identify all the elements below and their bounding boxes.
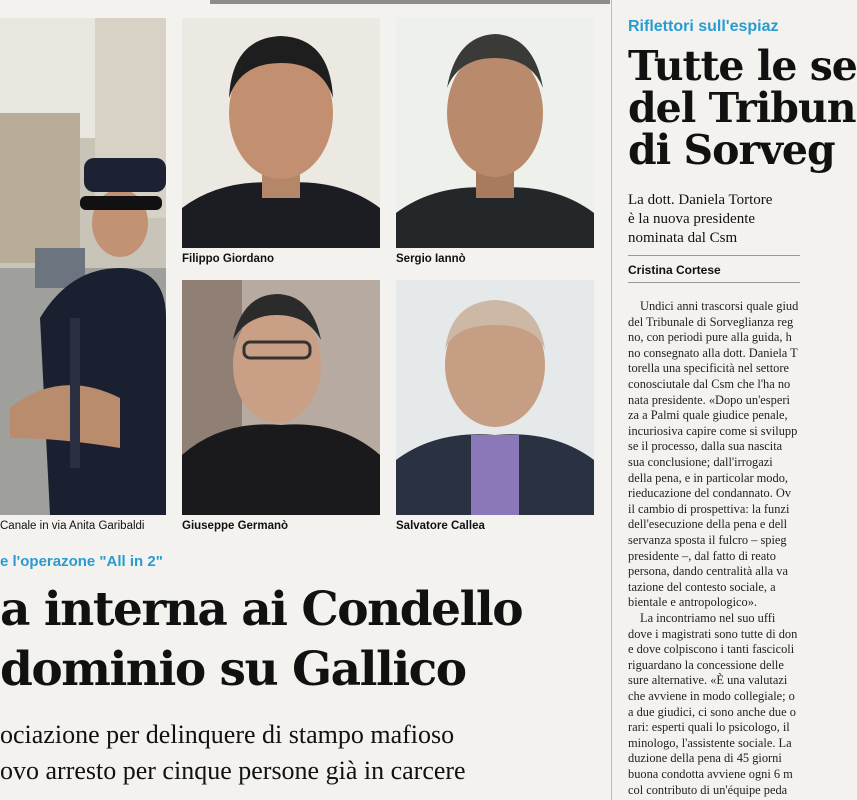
mugshot-caption: Salvatore Callea [396,520,485,532]
mugshot-caption: Sergio Iannò [396,253,466,265]
body-line: rari: esperti quali lo psicologo, il [628,720,790,735]
side-subhead-line: La dott. Daniela Tortore [628,192,773,208]
body-line: servanza sposta il fulcro – spieg [628,533,787,547]
body-line: za a Palmi quale giudice penale, [628,408,788,423]
mugshot-photo [396,280,594,515]
body-line: duzione della pena di 45 giorni [628,751,782,766]
side-subhead-line: è la nuova presidente [628,211,756,227]
body-line: del Tribunale di Sorveglianza reg [628,314,794,329]
body-line: no, con periodi pure alla guida, h [628,330,792,345]
body-line: Undici anni trascorsi quale giud [640,299,799,313]
body-line: rieducazione del condannato. Ov [628,486,792,501]
body-line: e dove colpiscono i tanti fascicoli [628,642,795,657]
main-headline-line: dominio su Gallico [0,642,466,697]
mugshot-caption: Filippo Giordano [182,253,274,265]
mugshot-photo [396,18,594,248]
body-line: col contributo di un'équipe peda [628,782,788,797]
body-line: torella una specificità nel settore [628,361,790,376]
body-line: incuriosiva capire come si svilupp [628,423,798,438]
body-line: dell'esecuzione della pena e dell [628,517,788,532]
main-kicker: e l'operazone "All in 2" [0,553,163,570]
body-line: nata presidente. «Dopo un'esperi [628,392,790,407]
body-line: no consegnato alla dott. Daniela T [628,345,798,360]
mugshot-caption: Giuseppe Germanò [182,520,289,532]
body-line: tazione del contesto sociale, a [628,579,776,594]
author-rule [628,282,800,283]
carabiniere-photo [0,18,166,515]
side-author: Cristina Cortese [628,263,721,277]
side-headline-line: Tutte le se [628,42,857,90]
body-line: dove i magistrati sono tutte di don [628,626,798,641]
main-subhead-line: ociazione per delinquere di stampo mafioso [0,720,455,749]
body-line: presidente –, dal fatto di reato [628,548,776,563]
main-subhead-line: ovo arresto per cinque persone già in carcere [0,756,466,785]
carabiniere-caption: Canale in via Anita Garibaldi [0,520,145,532]
body-line: sua conclusione; dall'irrogazi [628,455,773,469]
body-line: riguardano la concessione delle [628,657,784,672]
body-line: sure alternative. «È una valutazi [628,673,788,688]
body-line: minologo, l'assistente sociale. La [628,735,792,750]
body-line: che avviene in modo collegiale; o [628,689,795,703]
body-line: della pena, e in particolar modo, [628,470,788,485]
column-divider [611,0,612,800]
body-line: il cambio di prospettiva: la funzi [628,501,790,516]
subhead-rule [628,255,800,256]
side-kicker: Riflettori sull'espiaz [628,18,779,35]
side-subhead-line: nominata dal Csm [628,230,738,246]
side-headline-line: del Tribun [628,84,856,132]
body-line: se il processo, dalla sua nascita [628,439,783,454]
mugshot-photo [182,18,380,248]
body-line: buona condotta avviene ogni 6 m [628,767,793,781]
body-line: persona, dando centralità alla va [628,564,788,579]
page-top-rule [210,0,610,4]
mugshot-photo [182,280,380,515]
side-headline-line: di Sorveg [628,126,835,174]
main-headline-line: a interna ai Condello [0,582,523,637]
body-line: a due giudici, ci sono anche due o [628,704,796,719]
body-line: La incontriamo nel suo uffi [640,611,776,625]
body-line: bientale e antropologico». [628,595,758,610]
body-line: conosciutale dal Csm che l'ha no [628,377,791,391]
